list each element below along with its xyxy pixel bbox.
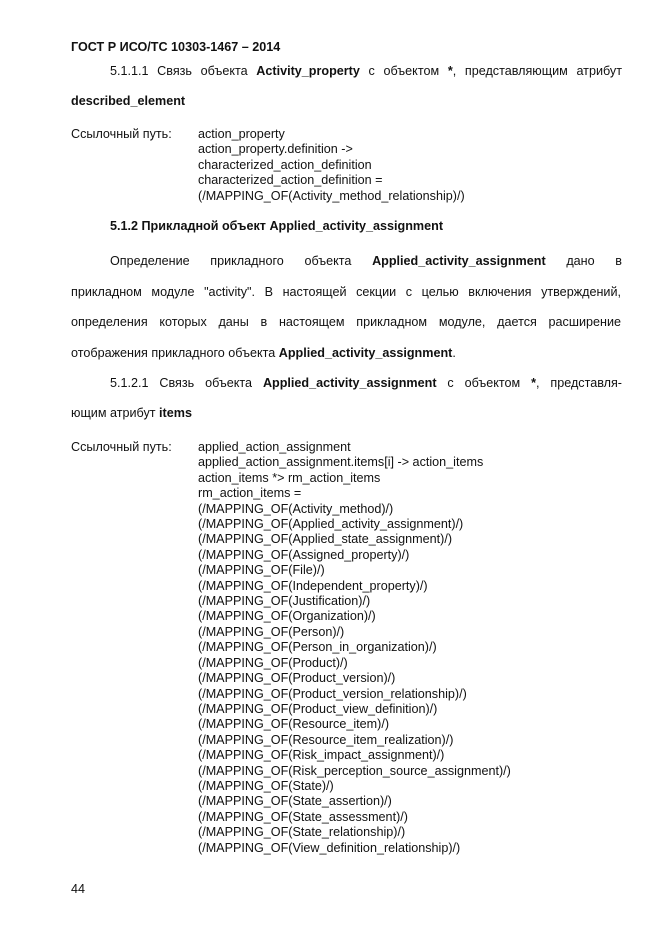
- paragraph-line1: [110, 254, 622, 268]
- paragraph-text: Определение прикладного объекта: [110, 254, 373, 268]
- reference-path-2: [198, 440, 511, 856]
- section-heading-5-1-2: 5.1.2 Прикладной объект Applied_activity_assignment: [110, 219, 444, 233]
- reference-path-line: (/MAPPING_OF(Product)/): [198, 655, 348, 670]
- reference-path-line: (/MAPPING_OF(Product_version_relationship)/): [198, 686, 467, 701]
- reference-path-line: (/MAPPING_OF(Activity_method)/): [198, 501, 394, 516]
- document-header: ГОСТ Р ИСО/ТС 10303-1467 – 2014: [71, 40, 281, 54]
- reference-path-line: (/MAPPING_OF(State_relationship)/): [198, 825, 406, 840]
- entity-star: *: [447, 64, 453, 78]
- reference-path-line: action_property.definition ->: [198, 142, 353, 157]
- reference-path-line: characterized_action_definition =: [198, 173, 383, 188]
- reference-path-line: characterized_action_definition: [198, 157, 372, 172]
- clause-text: ющим атрибут: [71, 406, 160, 420]
- entity-name: Applied_activity_assignment: [278, 346, 453, 360]
- reference-path-line: (/MAPPING_OF(Applied_activity_assignment)/): [198, 517, 464, 532]
- paragraph-text: отображения прикладного объекта: [71, 346, 279, 360]
- reference-path-line: (/MAPPING_OF(Justification)/): [198, 594, 371, 609]
- reference-path-line: (/MAPPING_OF(Assigned_property)/): [198, 547, 410, 562]
- paragraph-line4: [71, 346, 456, 360]
- reference-path-line: (/MAPPING_OF(Person)/): [198, 624, 345, 639]
- reference-path-line: applied_action_assignment: [198, 440, 351, 454]
- clause-text: с объектом: [436, 376, 532, 390]
- page-number: 44: [71, 882, 86, 896]
- entity-name: Applied_activity_assignment: [262, 376, 437, 390]
- reference-path-line: (/MAPPING_OF(Resource_item)/): [198, 717, 390, 732]
- attribute-name: described_element: [71, 94, 186, 108]
- reference-path-line: applied_action_assignment.items[i] -> action_items: [198, 455, 484, 470]
- reference-path-line: (/MAPPING_OF(Risk_impact_assignment)/): [198, 748, 445, 763]
- paragraph-text: дано в: [545, 254, 622, 268]
- reference-path-line: (/MAPPING_OF(Risk_perception_source_assignment)/): [198, 763, 511, 778]
- paragraph-text: .: [452, 346, 456, 360]
- clause-text: , представля-: [536, 376, 622, 390]
- clause-text: , представляющим атрибут: [452, 64, 622, 78]
- paragraph-line3: определения которых даны в настоящем прикладном модуле, дается расширение: [71, 315, 621, 329]
- entity-name: Applied_activity_assignment: [372, 254, 546, 268]
- reference-path-line: (/MAPPING_OF(State_assessment)/): [198, 809, 408, 824]
- reference-path-line: (/MAPPING_OF(Independent_property)/): [198, 578, 428, 593]
- reference-path-line: (/MAPPING_OF(Activity_method_relationship)/): [198, 188, 465, 203]
- paragraph-line2: прикладном модуле "activity". В настоящей секции с целью включения утверждений,: [71, 285, 621, 299]
- reference-path-line: (/MAPPING_OF(State)/): [198, 778, 334, 793]
- clause-text: 5.1.1.1 Связь объекта: [110, 64, 257, 78]
- clause-5-1-2-1-line2: [71, 406, 192, 420]
- reference-path-line: (/MAPPING_OF(Resource_item_realization)/): [198, 732, 454, 747]
- reference-path-line: (/MAPPING_OF(Applied_state_assignment)/): [198, 532, 453, 547]
- clause-5-1-1-1-line2: [71, 94, 185, 108]
- reference-path-line: action_items *> rm_action_items: [198, 470, 381, 485]
- entity-name: Activity_property: [256, 64, 360, 78]
- reference-path-line: (/MAPPING_OF(File)/): [198, 563, 325, 578]
- reference-path-1: [198, 127, 465, 204]
- reference-path-line: (/MAPPING_OF(Person_in_organization)/): [198, 640, 437, 655]
- reference-path-line: (/MAPPING_OF(Organization)/): [198, 609, 376, 624]
- clause-text: 5.1.2.1 Связь объекта: [110, 376, 263, 390]
- clause-5-1-1-1-line1: [110, 64, 622, 78]
- entity-star: *: [531, 376, 537, 390]
- attribute-name: items: [159, 406, 192, 420]
- clause-text: с объектом: [359, 64, 448, 78]
- reference-path-label: Ссылочный путь:: [71, 440, 172, 454]
- reference-path-line: (/MAPPING_OF(Product_view_definition)/): [198, 701, 438, 716]
- reference-path-line: (/MAPPING_OF(View_definition_relationship)/): [198, 840, 461, 855]
- reference-path-line: action_property: [198, 127, 285, 141]
- reference-path-line: (/MAPPING_OF(Product_version)/): [198, 671, 396, 686]
- reference-path-line: (/MAPPING_OF(State_assertion)/): [198, 794, 392, 809]
- clause-5-1-2-1-line1: [110, 376, 622, 390]
- reference-path-line: rm_action_items =: [198, 486, 302, 501]
- reference-path-label: Ссылочный путь:: [71, 127, 172, 141]
